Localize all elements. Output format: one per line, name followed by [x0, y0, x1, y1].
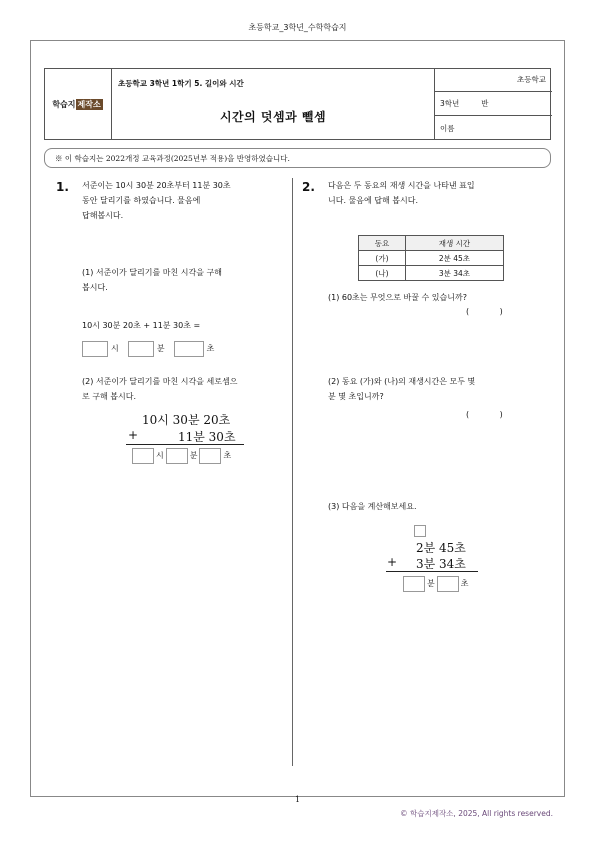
grade-label: 3학년 — [440, 99, 460, 108]
logo-part1: 학습지 — [52, 99, 76, 109]
q2-intro-line: 니다. 물음에 답해 봅시다. — [328, 196, 418, 205]
name-field[interactable] — [435, 116, 552, 140]
hour-unit: 시 — [111, 344, 119, 353]
grade-class-field[interactable] — [435, 92, 552, 116]
table-row — [359, 266, 504, 281]
q2-sub2-answer[interactable]: ( ) — [466, 410, 503, 419]
q1-intro — [82, 178, 231, 223]
q2-sub1: (1) 60초는 무엇으로 바꿀 수 있습니까? — [328, 293, 467, 302]
q1-sub1 — [82, 265, 222, 295]
q2-intro-line: 다음은 두 동요의 재생 시간을 나타낸 표입 — [328, 181, 475, 190]
q2-sub2-line: 분 몇 초입니까? — [328, 392, 384, 401]
q1-sub2-line: 로 구해 봅시다. — [82, 392, 136, 401]
minute-answer-box[interactable] — [128, 341, 154, 357]
table-cell: 3분 34초 — [405, 266, 503, 281]
logo — [52, 99, 102, 110]
table-row — [359, 251, 504, 266]
document-title: 초등학교_3학년_수학학습지 — [248, 23, 347, 32]
q1-number: 1. — [56, 180, 69, 194]
q1-calc-answer-row — [132, 445, 233, 464]
table-cell: (나) — [359, 266, 406, 281]
q1-calc-row2: 11분 30초 — [178, 430, 236, 444]
name-label: 이름 — [440, 123, 455, 133]
q2-intro — [328, 178, 475, 208]
q1-intro-line: 답해봅시다. — [82, 211, 124, 220]
q1-intro-line: 동안 달리기를 하였습니다. 물음에 — [82, 196, 201, 205]
q2-minute-box[interactable] — [403, 576, 425, 592]
q2-second-unit: 초 — [460, 579, 469, 588]
copyright: © 학습지제작소, 2025, All rights reserved. — [400, 809, 553, 818]
table-header: 동요 — [359, 236, 406, 251]
school-label: 초등학교 — [517, 75, 546, 84]
class-label: 반 — [481, 99, 489, 108]
q2-sub1-answer[interactable]: ( ) — [466, 307, 503, 316]
q2-minute-unit: 분 — [427, 579, 435, 588]
q1-sub1-line: (1) 서준이가 달리기를 마친 시각을 구해 — [82, 268, 222, 277]
table-header: 재생 시간 — [405, 236, 503, 251]
minute-unit: 분 — [156, 344, 165, 353]
main-title: 시간의 덧셈과 뺄셈 — [219, 110, 327, 124]
q2-sub3: (3) 다음을 계산해보세요. — [328, 502, 417, 511]
q1-sub2 — [82, 374, 237, 404]
curriculum-notice: ※ 이 학습지는 2022개정 교육과정(2025년부 적용)을 반영하였습니다. — [44, 148, 551, 168]
table-cell: 2분 45초 — [405, 251, 503, 266]
calc-minute-unit: 분 — [189, 451, 198, 460]
q2-second-box[interactable] — [437, 576, 459, 592]
table-header-row — [359, 236, 504, 251]
page-number: 1 — [294, 795, 301, 804]
logo-part2: 제작소 — [77, 99, 101, 109]
q2-sub2 — [328, 374, 475, 404]
q2-calc-line — [386, 571, 478, 572]
q2-calc-plus: + — [387, 555, 398, 569]
unit-line: 초등학교 3학년 1학기 5. 길이와 시간 — [118, 79, 244, 88]
q1-sub2-line: (2) 서준이가 달리기를 마친 시각을 세로셈으 — [82, 377, 238, 386]
logo-cell — [44, 68, 112, 140]
school-field[interactable] — [435, 68, 552, 92]
calc-hour-unit: 시 — [156, 451, 164, 460]
carry-box[interactable] — [414, 525, 426, 537]
calc-second-box[interactable] — [199, 448, 221, 464]
q2-calc-row1: 2분 45초 — [416, 541, 466, 555]
hour-answer-box[interactable] — [82, 341, 108, 357]
calc-hour-box[interactable] — [132, 448, 154, 464]
q1-sub1-answer-row — [82, 338, 218, 357]
column-divider — [292, 178, 293, 766]
q2-sub2-line: (2) 동요 (가)와 (나)의 재생시간은 모두 몇 — [328, 377, 476, 386]
calc-second-unit: 초 — [223, 451, 232, 460]
song-time-table — [358, 235, 504, 281]
q1-calc-plus: + — [128, 428, 139, 442]
table-cell: (가) — [359, 251, 406, 266]
q1-sub1-line: 봅시다. — [82, 283, 108, 292]
q1-sub1-expression: 10시 30분 20초 + 11분 30초 = — [82, 321, 201, 330]
q1-calc-row1: 10시 30분 20초 — [142, 413, 231, 427]
q2-number: 2. — [302, 180, 315, 194]
calc-minute-box[interactable] — [166, 448, 188, 464]
q2-calc-answer-row — [403, 573, 470, 592]
info-column — [434, 68, 551, 140]
second-unit: 초 — [206, 344, 215, 353]
second-answer-box[interactable] — [174, 341, 204, 357]
q2-calc-row2: 3분 34초 — [416, 557, 466, 571]
q1-intro-line: 서준이는 10시 30분 20초부터 11분 30초 — [82, 181, 231, 190]
